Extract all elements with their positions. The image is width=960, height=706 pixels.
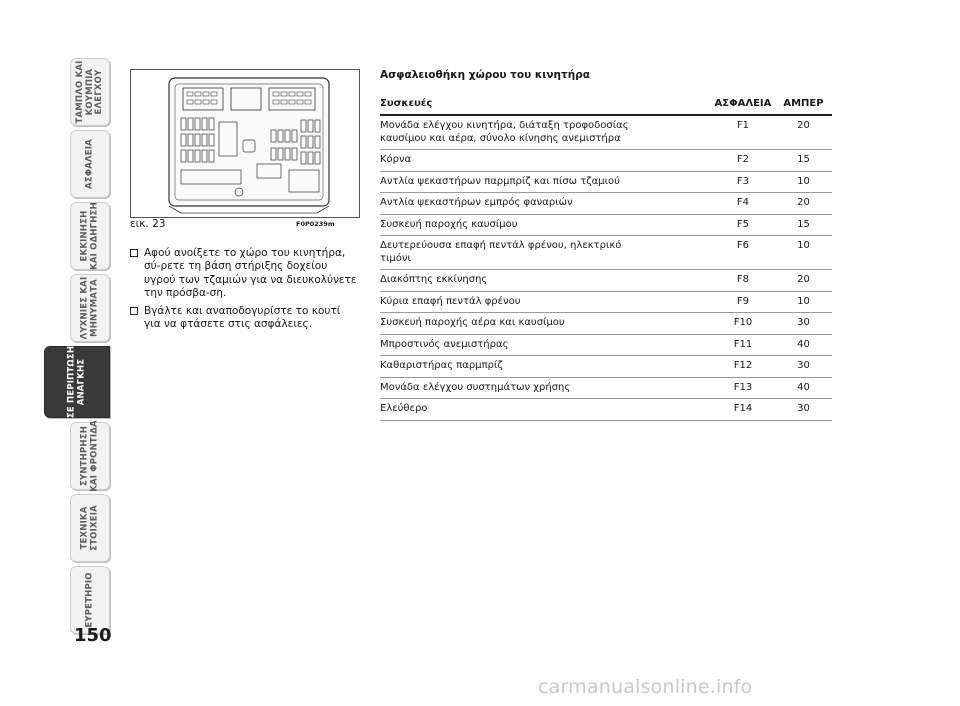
amp-cell: 30 — [775, 313, 832, 335]
fuse-cell: F2 — [711, 150, 775, 172]
table-row — [380, 214, 832, 236]
table-row — [380, 313, 832, 335]
device-cell: Μπροστινός ανεμιστήρας — [380, 334, 711, 356]
amp-cell: 30 — [775, 399, 832, 421]
amp-cell: 30 — [775, 356, 832, 378]
fuse-cell: F8 — [711, 270, 775, 292]
table-row — [380, 193, 832, 215]
fuse-cell: F9 — [711, 291, 775, 313]
fuse-table — [380, 94, 832, 421]
amp-cell: 40 — [775, 377, 832, 399]
table-row — [380, 171, 832, 193]
amp-cell: 10 — [775, 291, 832, 313]
fuse-cell: F13 — [711, 377, 775, 399]
fuse-cell: F5 — [711, 214, 775, 236]
amp-cell: 15 — [775, 214, 832, 236]
amp-cell: 10 — [775, 171, 832, 193]
tab-starting-driving[interactable]: ΕΚΚΙΝΗΣΗ ΚΑΙ ΟΔΗΓΗΣΗ — [70, 202, 110, 270]
header-device: Συσκευές — [380, 94, 711, 115]
instruction-list — [130, 247, 360, 335]
tab-dashboard[interactable]: ΤΑΜΠΛΟ ΚΑΙ ΚΟΥΜΠΙΑ ΕΛΕΓΧΟΥ — [70, 58, 110, 126]
amp-cell: 20 — [775, 115, 832, 150]
table-row — [380, 150, 832, 172]
fuse-cell: F12 — [711, 356, 775, 378]
amp-cell: 20 — [775, 193, 832, 215]
table-row — [380, 236, 832, 270]
device-cell: Μονάδα ελέγχου κινητήρα, διάταξη τροφοδοσίας καυσίμου και αέρα, σύνολο κίνησης ανεμιστήρα — [380, 115, 711, 150]
instruction-item: Βγάλτε και αναποδογυρίστε το κουτί για να φτάσετε στις ασφάλειες. — [130, 305, 360, 332]
device-cell: Συσκευή παροχής καυσίμου — [380, 214, 711, 236]
tab-index[interactable]: ΕΥΡΕΤΗΡΙΟ — [70, 566, 110, 634]
header-amp: ΑΜΠΕΡ — [775, 94, 832, 115]
instruction-item: Αφού ανοίξετε το χώρο του κινητήρα, σύ-ρετε τη βάση στήριξης δοχείου υγρού των τζαμιών για να διευκολύνετε την πρόσβα-ση. — [130, 247, 360, 301]
amp-cell: 40 — [775, 334, 832, 356]
figure-code: F0P0239m — [296, 220, 335, 228]
device-cell: Καθαριστήρας παρμπρίζ — [380, 356, 711, 378]
checkbox-icon — [130, 307, 138, 315]
device-cell: Ελεύθερο — [380, 399, 711, 421]
table-header-row — [380, 94, 832, 115]
table-row — [380, 334, 832, 356]
fuse-cell: F6 — [711, 236, 775, 270]
device-cell: Αντλία ψεκαστήρων παρμπρίζ και πίσω τζαμιού — [380, 171, 711, 193]
table-row — [380, 377, 832, 399]
tab-lights-messages[interactable]: ΛΥΧΝΙΕΣ ΚΑΙ ΜΗΝΥΜΑΤΑ — [70, 274, 110, 342]
tab-maintenance[interactable]: ΣΥΝΤΗΡΗΣΗ ΚΑΙ ΦΡΟΝΤΙΔΑ — [70, 422, 110, 490]
device-cell: Αντλία ψεκαστήρων εμπρός φαναριών — [380, 193, 711, 215]
fuse-cell: F4 — [711, 193, 775, 215]
table-row — [380, 270, 832, 292]
page-number: 150 — [74, 625, 112, 646]
device-cell: Κόρνα — [380, 150, 711, 172]
device-cell: Συσκευή παροχής αέρα και καυσίμου — [380, 313, 711, 335]
amp-cell: 15 — [775, 150, 832, 172]
fuse-cell: F11 — [711, 334, 775, 356]
tab-emergency[interactable]: ΣΕ ΠΕΡΙΠΤΩΣΗ ΑΝΑΓΚΗΣ — [44, 346, 110, 418]
header-fuse: ΑΣΦΑΛΕΙΑ — [711, 94, 775, 115]
fuse-cell: F14 — [711, 399, 775, 421]
checkbox-icon — [130, 249, 138, 257]
fuse-cell: F10 — [711, 313, 775, 335]
device-cell: Δευτερεύουσα επαφή πεντάλ φρένου, ηλεκτρικό τιμόνι — [380, 236, 711, 270]
tab-technical-data[interactable]: ΤΕΧΝΙΚΑ ΣΤΟΙΧΕΙΑ — [70, 494, 110, 562]
fuse-box-illustration — [131, 70, 359, 217]
figure-caption: εικ. 23 — [130, 218, 166, 230]
table-row — [380, 115, 832, 150]
amp-cell: 20 — [775, 270, 832, 292]
device-cell: Μονάδα ελέγχου συστημάτων χρήσης — [380, 377, 711, 399]
fuse-box-figure — [130, 69, 360, 218]
tab-safety[interactable]: ΑΣΦΑΛΕΙΑ — [70, 130, 110, 198]
fuse-cell: F1 — [711, 115, 775, 150]
fuse-cell: F3 — [711, 171, 775, 193]
device-cell: Κύρια επαφή πεντάλ φρένου — [380, 291, 711, 313]
table-row — [380, 399, 832, 421]
amp-cell: 10 — [775, 236, 832, 270]
watermark: carmanualsonline.info — [538, 676, 753, 698]
table-row — [380, 356, 832, 378]
table-row — [380, 291, 832, 313]
table-title: Ασφαλειοθήκη χώρου του κινητήρα — [380, 69, 590, 81]
device-cell: Διακόπτης εκκίνησης — [380, 270, 711, 292]
